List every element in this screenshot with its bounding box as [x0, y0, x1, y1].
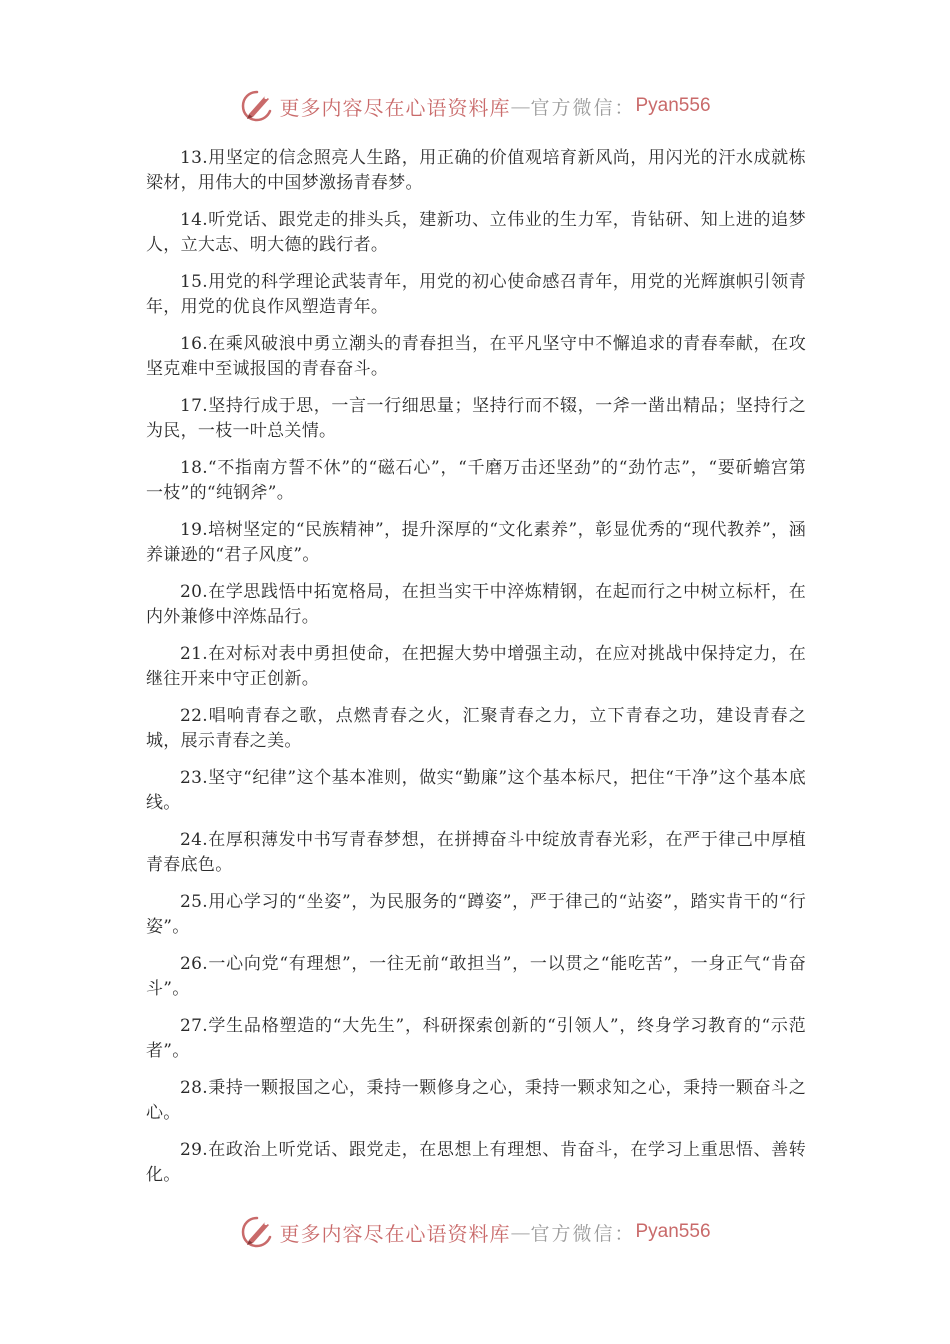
paragraph-13: 13.用坚定的信念照亮人生路，用正确的价值观培育新风尚，用闪光的汗水成就栋梁材，用伟大的中国梦激扬青春梦。: [146, 148, 806, 193]
banner-separator: —: [510, 94, 531, 118]
banner-wechat-id: Pyan556: [635, 1221, 711, 1242]
pen-logo-icon: [239, 1214, 275, 1250]
paragraph-26: 26.一心向党“有理想”，一往无前“敢担当”，一以贯之“能吃苦”，一身正气“肯奋斗”。: [146, 954, 806, 999]
banner-wechat-id: Pyan556: [635, 95, 711, 116]
banner-separator: —: [510, 1220, 531, 1244]
pen-logo-icon: [239, 88, 275, 124]
paragraph-19: 19.培树坚定的“民族精神”，提升深厚的“文化素养”，彰显优秀的“现代教养”，涵养谦逊的“君子风度”。: [146, 520, 806, 565]
banner-label: 官方微信：: [530, 1222, 636, 1245]
banner-title: 更多内容尽在心语资料库: [279, 1221, 511, 1246]
header-banner: [0, 86, 950, 126]
paragraph-25: 25.用心学习的“坐姿”，为民服务的“蹲姿”，严于律己的“站姿”，踏实肯干的“行姿”。: [146, 892, 806, 937]
paragraph-27: 27.学生品格塑造的“大先生”，科研探索创新的“引领人”，终身学习教育的“示范者”。: [146, 1016, 806, 1061]
paragraph-16: 16.在乘风破浪中勇立潮头的青春担当，在平凡坚守中不懈追求的青春奉献，在攻坚克难中至诚报国的青春奋斗。: [146, 334, 806, 379]
paragraph-14: 14.听党话、跟党走的排头兵，建新功、立伟业的生力军，肯钻研、知上进的追梦人，立大志、明大德的践行者。: [146, 210, 806, 255]
paragraph-23: 23.坚守“纪律”这个基本准则，做实“勤廉”这个基本标尺，把住“干净”这个基本底线。: [146, 768, 806, 813]
paragraph-15: 15.用党的科学理论武装青年，用党的初心使命感召青年，用党的光辉旗帜引领青年，用党的优良作风塑造青年。: [146, 272, 806, 317]
paragraph-17: 17.坚持行成于思，一言一行细思量；坚持行而不辍，一斧一凿出精品；坚持行之为民，一枝一叶总关情。: [146, 396, 806, 441]
paragraph-18: 18.“不指南方誓不休”的“磁石心”，“千磨万击还坚劲”的“劲竹志”，“要斫蟾宫第一枝”的“纯钢斧”。: [146, 458, 806, 503]
banner-label: 官方微信：: [530, 96, 636, 119]
footer-banner: [0, 1212, 950, 1252]
paragraph-22: 22.唱响青春之歌，点燃青春之火，汇聚青春之力，立下青春之功，建设青春之城，展示青春之美。: [146, 706, 806, 751]
banner-title: 更多内容尽在心语资料库: [279, 95, 511, 120]
paragraph-20: 20.在学思践悟中拓宽格局，在担当实干中淬炼精钢，在起而行之中树立标杆，在内外兼修中淬炼品行。: [146, 582, 806, 627]
document-body: [146, 146, 806, 1200]
paragraph-28: 28.秉持一颗报国之心，秉持一颗修身之心，秉持一颗求知之心，秉持一颗奋斗之心。: [146, 1078, 806, 1123]
paragraph-29: 29.在政治上听党话、跟党走，在思想上有理想、肯奋斗，在学习上重思悟、善转化。: [146, 1140, 806, 1185]
paragraph-21: 21.在对标对表中勇担使命，在把握大势中增强主动，在应对挑战中保持定力，在继往开来中守正创新。: [146, 644, 806, 689]
paragraph-24: 24.在厚积薄发中书写青春梦想，在拼搏奋斗中绽放青春光彩，在严于律己中厚植青春底色。: [146, 830, 806, 875]
